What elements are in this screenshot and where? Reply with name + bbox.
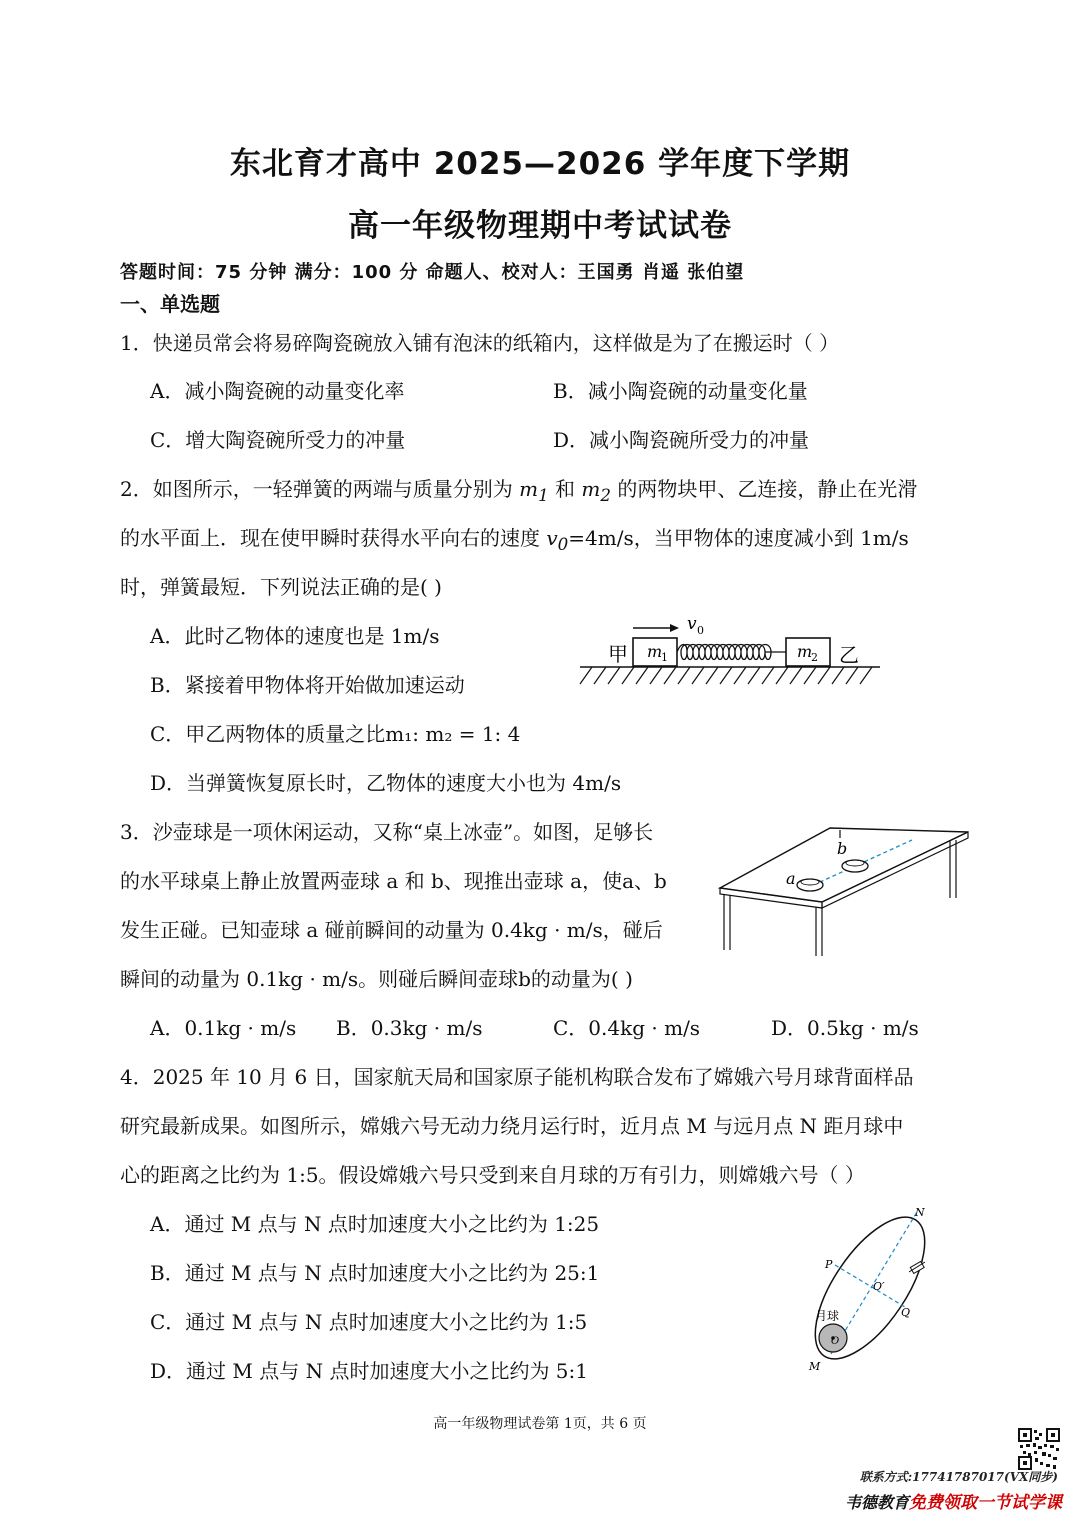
- fig-label-jia: 甲: [608, 642, 628, 666]
- exam-meta-info: 答题时间：75 分钟 满分：100 分 命题人、校对人：王国勇 肖遥 张伯望: [120, 262, 745, 283]
- q4-option-d: D．通过 M 点与 N 点时加速度大小之比约为 5:1: [150, 1359, 588, 1383]
- q2-stem-line3: 时，弹簧最短．下列说法正确的是( ): [120, 575, 442, 599]
- q2-stem-line2: 的水平面上．现在使甲瞬时获得水平向右的速度 $v_0=4m/s$，当甲物体的速度减小到 1m/s: [120, 526, 909, 554]
- spring-mass-figure: [575, 612, 885, 692]
- promo-offer: 免费领取一节试学课: [909, 1493, 1062, 1513]
- q3-option-c: C．0.4kg · m/s: [553, 1016, 701, 1040]
- shuffleboard-table-figure: [712, 818, 972, 960]
- q2-option-c: C．甲乙两物体的质量之比m₁: m₂ = 1: 4: [150, 722, 521, 746]
- q2-option-d: D．当弹簧恢复原长时，乙物体的速度大小也为 4m/s: [150, 771, 622, 795]
- q3-stem-line1: 3．沙壶球是一项休闲运动，又称“桌上冰壶”。如图，足够长: [120, 820, 654, 844]
- q4-stem-line3: 心的距离之比约为 1:5。假设嫦娥六号只受到来自月球的万有引力，则嫦娥六号（ ）: [120, 1163, 865, 1187]
- velocity-arrowhead: [670, 624, 679, 632]
- q3-stem-line3: 发生正碰。已知壶球 a 碰前瞬间的动量为 0.4kg · m/s，碰后: [120, 918, 663, 942]
- q1-stem: 1．快递员常会将易碎陶瓷碗放入铺有泡沫的纸箱内，这样做是为了在搬运时（ ）: [120, 331, 840, 355]
- q2-option-a: A．此时乙物体的速度也是 1m/s: [150, 624, 440, 648]
- exam-title-line2: 高一年级物理期中考试试卷: [348, 208, 732, 244]
- promo-banner: [845, 1488, 1062, 1513]
- q3-option-b: B．0.3kg · m/s: [336, 1016, 483, 1040]
- block-m1-sub: 1: [661, 651, 668, 664]
- puck-a-label: a: [786, 869, 796, 888]
- satellite-icon: [909, 1261, 925, 1273]
- orbit-label-M: M: [809, 1360, 821, 1373]
- q3-option-a: A．0.1kg · m/s: [150, 1016, 297, 1040]
- q1-option-c: C．增大陶瓷碗所受力的冲量: [150, 428, 406, 452]
- fig-label-yi: 乙: [839, 643, 859, 667]
- q4-option-a: A．通过 M 点与 N 点时加速度大小之比约为 1:25: [150, 1212, 600, 1236]
- page-footer: 高一年级物理试卷第 1页，共 6 页: [433, 1416, 647, 1432]
- orbit-label-O1: O′: [873, 1280, 885, 1293]
- exam-title-line1: 东北育才高中 2025—2026 学年度下学期: [229, 146, 851, 182]
- orbit-label-P: P: [825, 1258, 833, 1271]
- q2-stem-line1: 2．如图所示，一轻弹簧的两端与质量分别为 $m_1$ 和 $m_2$ 的两物块甲、乙连接，静止在光滑: [120, 477, 918, 505]
- ground-hatching: [580, 667, 872, 684]
- q3-stem-line4: 瞬间的动量为 0.1kg · m/s。则碰后瞬间壶球b的动量为( ): [120, 967, 633, 991]
- q3-option-d: D．0.5kg · m/s: [771, 1016, 919, 1040]
- q2-option-b: B．紧接着甲物体将开始做加速运动: [150, 673, 465, 697]
- q4-option-b: B．通过 M 点与 N 点时加速度大小之比约为 25:1: [150, 1261, 600, 1285]
- orbit-label-Q: Q: [901, 1306, 911, 1319]
- moon-label: 月球: [815, 1309, 840, 1323]
- promo-prefix: 韦德教育: [844, 1493, 909, 1512]
- block-m2-label: m: [797, 642, 813, 661]
- contact-info: 联系方式:17741787017(VX同步): [859, 1470, 1058, 1484]
- q4-stem-line1: 4．2025 年 10 月 6 日，国家航天局和国家原子能机构联合发布了嫦娥六号月球背面样品: [120, 1065, 914, 1089]
- qr-code: [1018, 1428, 1060, 1470]
- q1-option-a: A．减小陶瓷碗的动量变化率: [150, 379, 405, 403]
- block-m2-sub: 2: [811, 651, 818, 664]
- section-heading: 一、单选题: [120, 292, 220, 316]
- q1-option-d: D．减小陶瓷碗所受力的冲量: [553, 428, 810, 452]
- orbit-label-N: N: [915, 1206, 925, 1219]
- block-m1-label: m: [647, 642, 663, 661]
- spring: [677, 645, 786, 660]
- velocity-sub: 0: [697, 624, 704, 637]
- moon-center-label: O: [831, 1336, 840, 1347]
- lunar-orbit-figure: [795, 1198, 945, 1378]
- q4-option-c: C．通过 M 点与 N 点时加速度大小之比约为 1:5: [150, 1310, 588, 1334]
- velocity-label: v: [687, 614, 697, 634]
- minor-axis: [835, 1265, 905, 1307]
- orbit-ellipse: [795, 1200, 945, 1376]
- q4-stem-line2: 研究最新成果。如图所示，嫦娥六号无动力绕月运行时，近月点 M 与远月点 N 距月球中: [120, 1114, 904, 1138]
- puck-b-label: b: [837, 839, 848, 858]
- q1-option-b: B．减小陶瓷碗的动量变化量: [553, 379, 808, 403]
- q3-stem-line2: 的水平球桌上静止放置两壶球 a 和 b、现推出壶球 a，使a、b: [120, 869, 667, 893]
